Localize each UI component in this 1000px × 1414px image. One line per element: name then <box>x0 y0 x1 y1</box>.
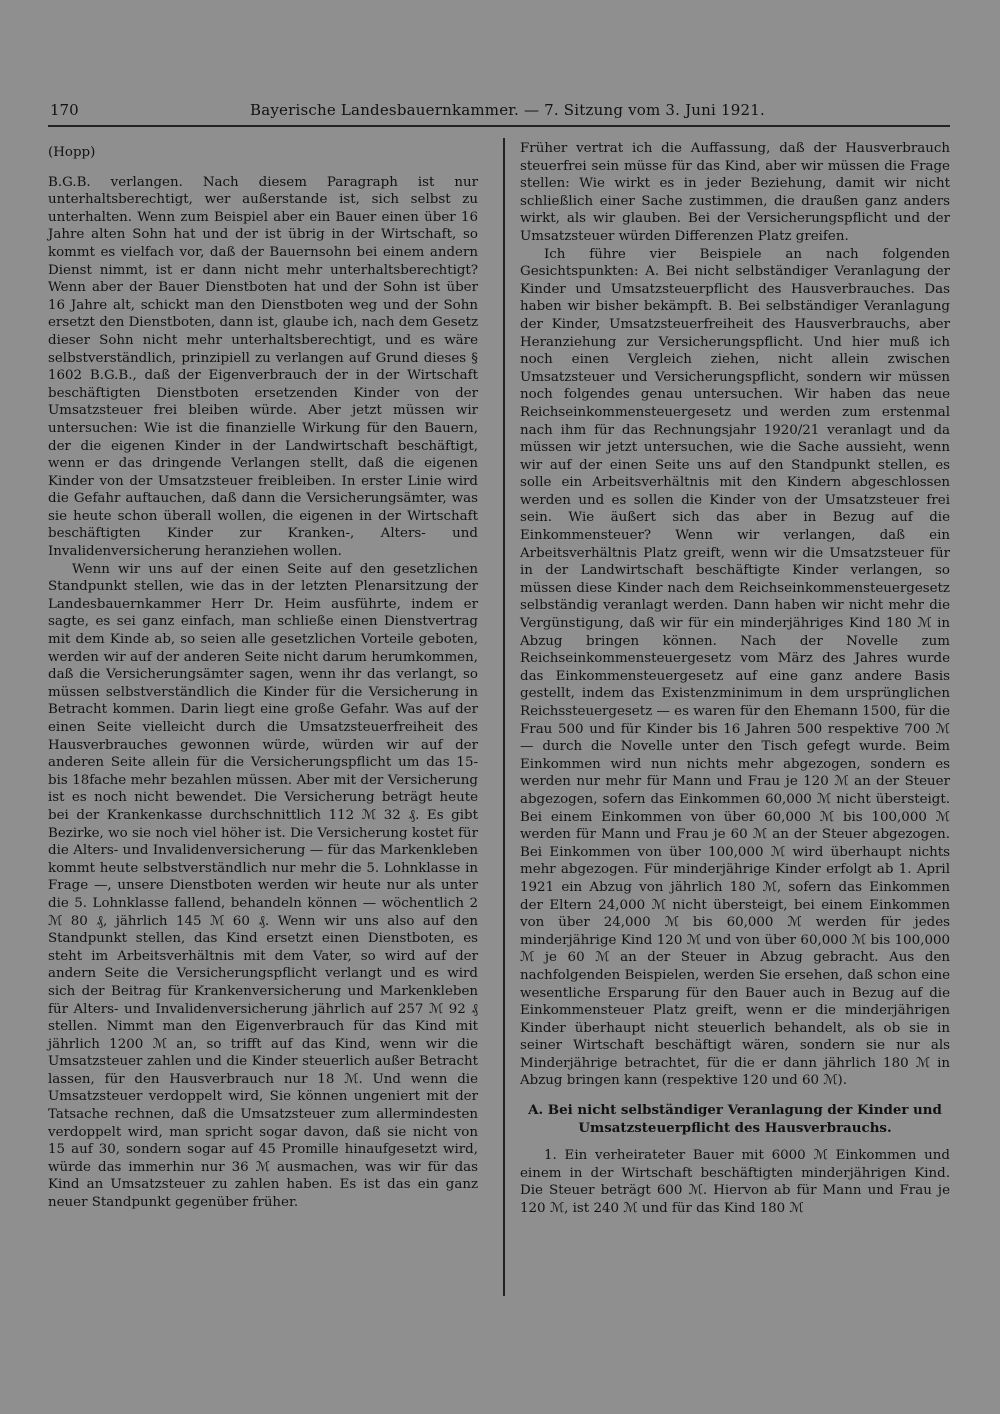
header-rule <box>48 125 950 127</box>
right-column <box>520 140 950 1218</box>
speaker-name: (Hopp) <box>48 145 96 160</box>
page-header <box>50 97 948 123</box>
body-paragraph: Früher vertrat ich die Auffassung, daß der Hausverbrauch steuerfrei sein müsse für das Kind, aber wir müssen die Frage stellen: Wie wirkt es in jeder Beziehung, damit wir nicht schließlich einer Sache zustimmen, die draußen ganz anders wirkt, als wir glauben. Bei der Versicherungspflicht und der Umsatzsteuer würden Differenzen Platz greifen. <box>520 141 950 244</box>
column-divider <box>503 138 505 1296</box>
body-paragraph: Wenn wir uns auf der einen Seite auf den gesetzlichen Standpunkt stellen, wie das in der letzten Plenarsitzung der Landesbauernkammer Herr Dr. Heim ausführte, indem er sagte, es sei ganz einfach, man schließe einen Dienstvertrag mit dem Kinde ab, so seien alle gesetzlichen Vorteile geboten, werden wir auf der anderen Seite nicht darum herumkommen, daß die Versicherungsämter sagen, wenn ihr das verlangt, so müssen selbstverständlich die Kinder für die Versicherung in Betracht kommen. Darin liegt eine große Gefahr. Was auf der einen Seite vielleicht durch die Umsatzsteuerfreiheit des Hausverbrauches gewonnen würde, würden wir auf der anderen Seite allein für die Versicherungspflicht um das 15- bis 18fache mehr bezahlen müssen. Aber mit der Versicherung ist es noch nicht bewendet. Die Versicherung beträgt heute bei der Krankenkasse durchschnittlich 112 ℳ 32 ₰. Es gibt Bezirke, wo sie noch viel höher ist. Die Versicherung kostet für die Alters- und Invalidenversicherung — für das Markenkleben kommt heute selbstverständlich nur mehr die 5. Lohnklasse in Frage —, unsere Dienstboten werden wir heute nur als unter die 5. Lohnklasse fallend, behandeln können — wöchentlich 2 ℳ 80 ₰, jährlich 145 ℳ 60 ₰. Wenn wir uns also auf den Standpunkt stellen, das Kind ersetzt einen Dienstboten, es steht im Arbeitsverhältnis mit dem Vater, so wird auf der andern Seite die Versicherungspflicht verlangt und es wird sich der Beitrag für Krankenversicherung und Markenkleben für Alters- und Invalidenversicherung jährlich auf 257 ℳ 92 ₰ stellen. Nimmt man den Eigenverbrauch für das Kind mit jährlich 1200 ℳ an, so trifft auf das Kind, wenn wir die Umsatzsteuer zahlen und die Kinder steuerlich außer Betracht lassen, für den Hausverbrauch nur 18 ℳ. Und wenn die Umsatzsteuer verdoppelt wird, Sie können ungeniert mit der Tatsache rechnen, daß die Umsatzsteuer zum allermindesten verdoppelt wird, man spricht sogar davon, daß sie nicht von 15 auf 30, sondern sogar auf 45 Promille hinaufgesetzt wird, würde das immerhin nur 36 ℳ ausmachen, was wir für das Kind an Umsatzsteuer zu zahlen haben. Es ist das ein ganz neuer Standpunkt gegenüber früher. <box>48 561 478 1211</box>
body-paragraph: B.G.B. verlangen. Nach diesem Paragraph ist nur unterhaltsberechtigt, wer außerstande ist, sich selbst zu unterhalten. Wenn zum Beispiel aber ein Bauer einen über 16 Jahre alten Sohn hat und der ist übrig in der Wirtschaft, so kommt es vielfach vor, daß der Bauernsohn bei einem andern Dienst nimmt, ist er dann nicht mehr unterhaltsberechtigt? Wenn aber der Bauer Dienstboten hat und der Sohn ist über 16 Jahre alt, schickt man den Dienstboten weg und der Sohn ersetzt den Dienstboten, dann ist, glaube ich, nach dem Gesetz dieser Sohn nicht mehr unterhaltsberechtigt, und es wäre selbstverständlich, prinzipiell zu verlangen auf Grund dieses § 1602 B.G.B., daß der Eigenverbrauch der in der Wirtschaft beschäftigten Dienstboten ersetzenden Kinder von der Umsatzsteuer frei bleiben würde. Aber jetzt müssen wir untersuchen: Wie ist die finanzielle Wirkung für den Bauern, der die eigenen Kinder in der Landwirtschaft beschäftigt, wenn er das dringende Verlangen stellt, daß die eigenen Kinder von der Umsatzsteuer freibleiben. In erster Linie wird die Gefahr auftauchen, daß dann die Versicherungsämter, was sie heute schon überall wollen, die eigenen in der Wirtschaft beschäftigten Kinder zur Kranken-, Alters- und Invalidenversicherung heranziehen wollen. <box>48 174 479 560</box>
left-column <box>48 140 478 1212</box>
running-title: Bayerische Landesbauernkammer. — 7. Sitzung vom 3. Juni 1921. <box>250 101 765 119</box>
section-heading: A. Bei nicht selbständiger Veranlagung der Kinder und Umsatzsteuerpflicht des Hausverbrauchs. <box>528 1102 942 1136</box>
example-paragraph: 1. Ein verheirateter Bauer mit 6000 ℳ Einkommen und einem in der Wirtschaft beschäftigten minderjährigen Kind. Die Steuer beträgt 600 ℳ. Hiervon ab für Mann und Frau je 120 ℳ, ist 240 ℳ und für das Kind 180 ℳ <box>520 1148 950 1217</box>
body-paragraph: Ich führe vier Beispiele an nach folgenden Gesichtspunkten: A. Bei nicht selbständiger Veranlagung der Kinder und Umsatzsteuerpflicht des Hausverbrauches. Das haben wir bisher bekämpft. B. Bei selbständiger Veranlagung der Kinder, Umsatzsteuerfreiheit des Hausverbrauchs, aber Heranziehung zur Versicherungspflicht. Und hier muß ich noch einen Vergleich ziehen, nicht allein zwischen Umsatzsteuer und Versicherungspflicht, sondern wir müssen noch folgendes genau untersuchen. Wir haben das neue Reichseinkommensteuergesetz und werden zum erstenmal nach ihm für das Rechnungsjahr 1920/21 veranlagt und da müssen wir jetzt untersuchen, wie die Sache aussieht, wenn wir auf der einen Seite uns auf den Standpunkt stellen, es solle ein Arbeitsverhältnis mit den Kindern abgeschlossen werden und es sollen die Kinder von der Umsatzsteuer frei sein. Wie äußert sich das aber in Bezug auf die Einkommensteuer? Wenn wir verlangen, daß ein Arbeitsverhältnis Platz greift, wenn wir die Umsatzsteuer für in der Landwirtschaft beschäftigte Kinder verlangen, so müssen diese Kinder nach dem Reichseinkommensteuergesetz selbständig veranlagt werden. Dann haben wir nicht mehr die Vergünstigung, daß wir für ein minderjähriges Kind 180 ℳ in Abzug bringen können. Nach der Novelle zum Reichseinkommensteuergesetz vom März des Jahres wurde das Einkommensteuergesetz auf eine ganz andere Basis gestellt, indem das Existenzminimum in dem ursprünglichen Reichssteuergesetz — es waren für den Ehemann 1500, für die Frau 500 und für Kinder bis 16 Jahren 500 respektive 700 ℳ — durch die Novelle unter den Tisch gefegt wurde. Beim Einkommen wird nun nichts mehr abgezogen, sondern es werden nur mehr für Mann und Frau je 120 ℳ an der Steuer abgezogen, sofern das Einkommen 60,000 ℳ nicht übersteigt. Bei einem Einkommen von über 60,000 ℳ bis 100,000 ℳ werden für Mann und Frau je 60 ℳ an der Steuer abgezogen. Bei Einkommen von über 100,000 ℳ wird überhaupt nichts mehr abgezogen. Für minderjährige Kinder erfolgt ab 1. April 1921 ein Abzug von jährlich 180 ℳ, sofern das Einkommen der Eltern 24,000 ℳ nicht übersteigt, bei einem Einkommen von über 24,000 ℳ bis 60,000 ℳ werden für jedes minderjährige Kind 120 ℳ und von über 60,000 ℳ bis 100,000 ℳ je 60 ℳ an der Steuer in Abzug gebracht. Aus den nachfolgenden Beispielen, werden Sie ersehen, daß schon eine wesentliche Ersparung für den Bauer auch in Bezug auf die Einkommensteuer Platz greift, wenn er die minderjährigen Kinder überhaupt nicht steuerlich behandelt, als ob sie in seiner Wirtschaft beschäftigt wären, sondern sie nur als Minderjährige betrachtet, für die er dann jährlich 180 ℳ in Abzug bringen kann (respektive 120 und 60 ℳ). <box>520 246 950 1089</box>
page-number: 170 <box>50 101 79 119</box>
